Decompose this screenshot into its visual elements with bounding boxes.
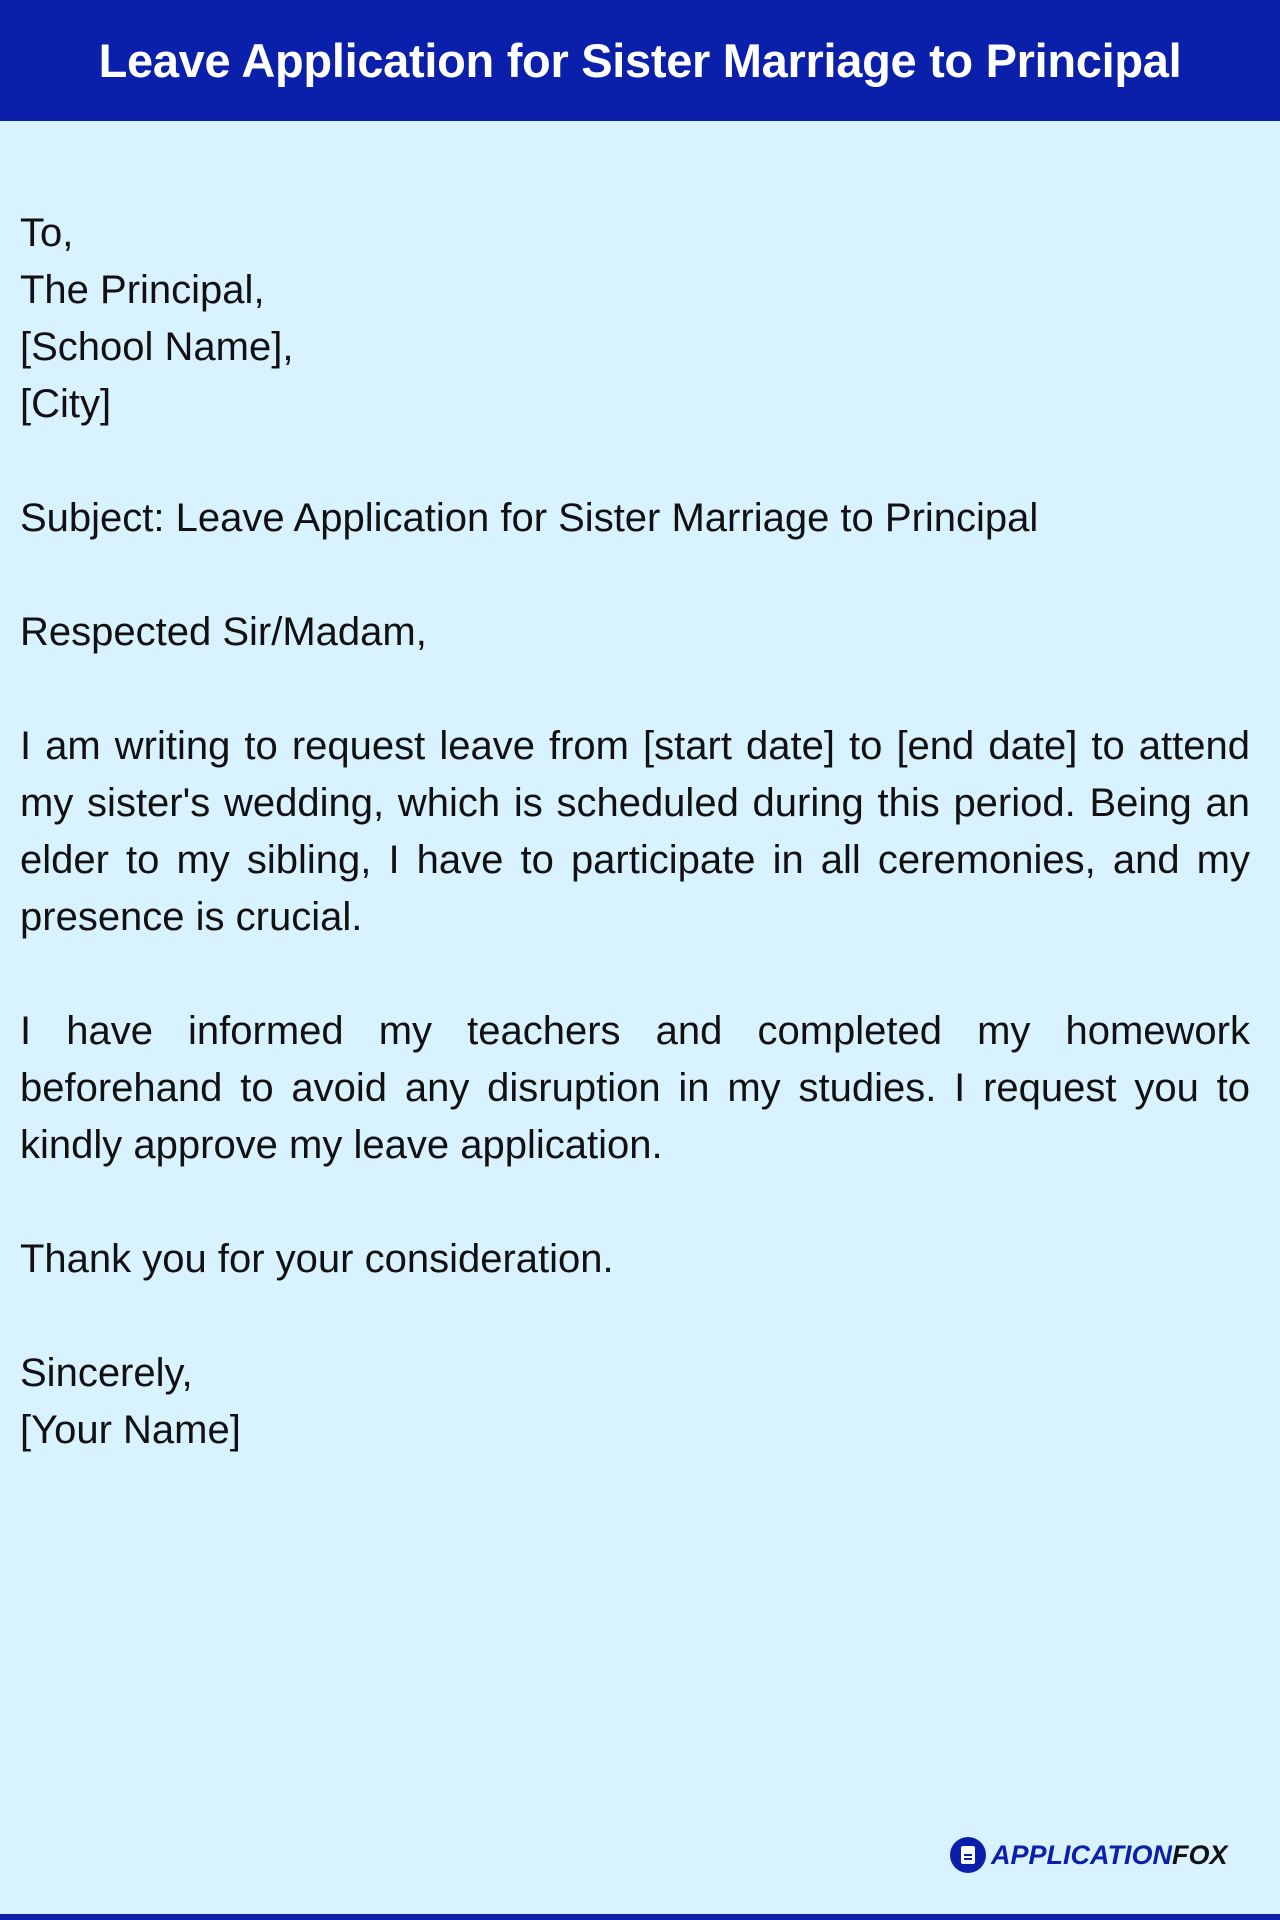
body-paragraph: I have informed my teachers and completed my homework beforehand to avoid any disruption in my studies. I request you to kindly approve my leave application. bbox=[20, 1009, 1250, 1167]
brand-name: APPLICATIONFOX bbox=[991, 1839, 1228, 1870]
applicationfox-logo bbox=[950, 1837, 1228, 1873]
document-icon bbox=[950, 1837, 986, 1873]
page-title: Leave Application for Sister Marriage to Principal bbox=[98, 34, 1182, 87]
header-banner bbox=[0, 0, 1280, 121]
signature: [Your Name] bbox=[20, 1408, 241, 1452]
salutation: Respected Sir/Madam, bbox=[20, 610, 427, 654]
address-line: The Principal, bbox=[20, 268, 265, 312]
subject-line: Subject: Leave Application for Sister Marriage to Principal bbox=[20, 496, 1039, 540]
address-line: To, bbox=[20, 211, 74, 255]
address-line: [School Name], bbox=[20, 325, 294, 369]
closing: Sincerely, bbox=[20, 1351, 193, 1395]
letter-body bbox=[20, 205, 1250, 1459]
body-paragraph: I am writing to request leave from [start date] to [end date] to attend my sister's wedding, which is scheduled during this period. Being an elder to my sibling, I have to participate in all ceremonies, and my presence is crucial. bbox=[20, 724, 1250, 939]
footer-bar bbox=[0, 1914, 1280, 1920]
recipient-address bbox=[20, 205, 1250, 433]
address-line: [City] bbox=[20, 382, 112, 426]
thanks-line: Thank you for your consideration. bbox=[20, 1237, 614, 1281]
